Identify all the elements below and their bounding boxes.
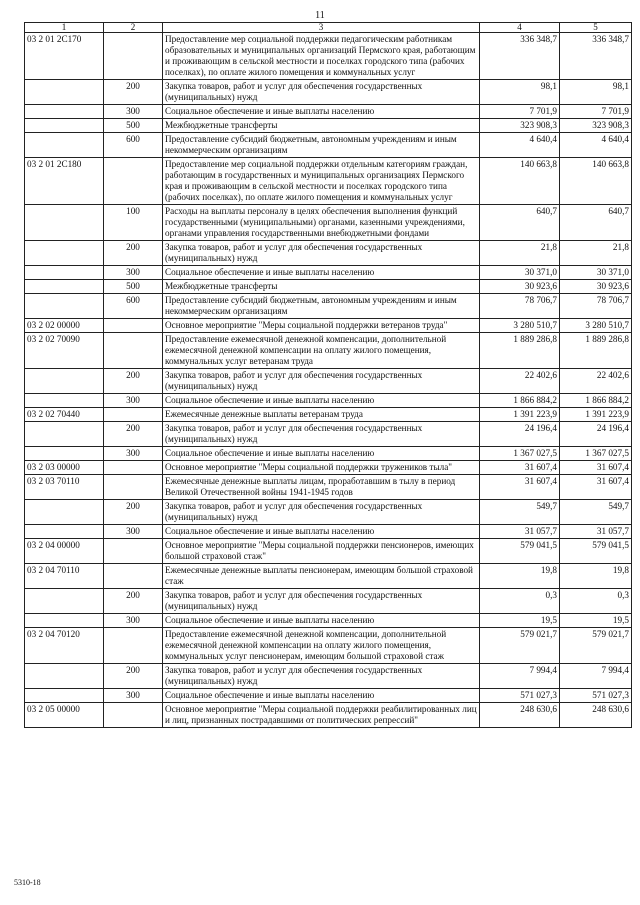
expense-type-cell	[104, 564, 163, 589]
item-name-cell: Предоставление ежемесячной денежной компенсации, дополнительной ежемесячной денежной компенсации на оплату жилого помещения, коммунальных услуг пенсионерам, имеющим большой страховой стаж	[163, 628, 480, 664]
target-code-cell: 03 2 01 2С180	[25, 158, 104, 205]
amount-cell-2: 24 196,4	[560, 422, 632, 447]
table-row	[25, 408, 632, 422]
expense-type-cell: 500	[104, 119, 163, 133]
amount-cell-1: 31 057,7	[480, 525, 560, 539]
item-name-cell: Закупка товаров, работ и услуг для обеспечения государственных (муниципальных) нужд	[163, 369, 480, 394]
target-code-cell: 03 2 02 70440	[25, 408, 104, 422]
expense-type-cell	[104, 539, 163, 564]
amount-cell-2: 1 391 223,9	[560, 408, 632, 422]
target-code-cell	[25, 241, 104, 266]
item-name-cell: Социальное обеспечение и иные выплаты населению	[163, 614, 480, 628]
target-code-cell	[25, 119, 104, 133]
amount-cell-1: 78 706,7	[480, 294, 560, 319]
expense-type-cell	[104, 319, 163, 333]
page-number: 11	[315, 10, 325, 21]
item-name-cell: Закупка товаров, работ и услуг для обеспечения государственных (муниципальных) нужд	[163, 80, 480, 105]
amount-cell-1: 140 663,8	[480, 158, 560, 205]
amount-cell-2: 579 041,5	[560, 539, 632, 564]
amount-cell-2: 549,7	[560, 500, 632, 525]
target-code-cell: 03 2 04 00000	[25, 539, 104, 564]
expense-type-cell	[104, 703, 163, 728]
amount-cell-2: 571 027,3	[560, 689, 632, 703]
table-row	[25, 105, 632, 119]
amount-cell-2: 640,7	[560, 205, 632, 241]
expense-type-cell	[104, 475, 163, 500]
target-code-cell: 03 2 04 70110	[25, 564, 104, 589]
amount-cell-2: 98,1	[560, 80, 632, 105]
table-row	[25, 564, 632, 589]
item-name-cell: Ежемесячные денежные выплаты пенсионерам, имеющим большой страховой стаж	[163, 564, 480, 589]
amount-cell-1: 0,3	[480, 589, 560, 614]
item-name-cell: Социальное обеспечение и иные выплаты населению	[163, 105, 480, 119]
amount-cell-1: 22 402,6	[480, 369, 560, 394]
expense-type-cell: 600	[104, 294, 163, 319]
expense-type-cell	[104, 461, 163, 475]
amount-cell-2: 22 402,6	[560, 369, 632, 394]
item-name-cell: Предоставление субсидий бюджетным, автономным учреждениям и иным некоммерческим организациям	[163, 294, 480, 319]
amount-cell-2: 4 640,4	[560, 133, 632, 158]
amount-cell-1: 1 866 884,2	[480, 394, 560, 408]
amount-cell-1: 1 367 027,5	[480, 447, 560, 461]
expense-type-cell: 100	[104, 205, 163, 241]
amount-cell-2: 30 371,0	[560, 266, 632, 280]
amount-cell-2: 1 889 286,8	[560, 333, 632, 369]
expense-type-cell: 500	[104, 280, 163, 294]
expense-type-cell: 200	[104, 241, 163, 266]
target-code-cell: 03 2 01 2С170	[25, 33, 104, 80]
expense-type-cell	[104, 333, 163, 369]
table-row	[25, 628, 632, 664]
target-code-cell	[25, 689, 104, 703]
amount-cell-2: 21,8	[560, 241, 632, 266]
amount-cell-1: 30 923,6	[480, 280, 560, 294]
amount-cell-2: 30 923,6	[560, 280, 632, 294]
item-name-cell: Социальное обеспечение и иные выплаты населению	[163, 689, 480, 703]
header-col-2: 2	[104, 23, 163, 33]
amount-cell-1: 3 280 510,7	[480, 319, 560, 333]
target-code-cell	[25, 664, 104, 689]
expense-type-cell: 200	[104, 664, 163, 689]
expense-type-cell: 200	[104, 500, 163, 525]
item-name-cell: Основное мероприятие "Меры социальной поддержки пенсионеров, имеющих большой страховой стаж"	[163, 539, 480, 564]
expense-type-cell: 300	[104, 689, 163, 703]
expense-type-cell: 200	[104, 80, 163, 105]
amount-cell-1: 579 021,7	[480, 628, 560, 664]
amount-cell-1: 24 196,4	[480, 422, 560, 447]
expense-type-cell: 300	[104, 525, 163, 539]
header-col-4: 4	[480, 23, 560, 33]
table-row	[25, 319, 632, 333]
amount-cell-1: 571 027,3	[480, 689, 560, 703]
table-row	[25, 589, 632, 614]
expense-type-cell: 300	[104, 105, 163, 119]
amount-cell-1: 98,1	[480, 80, 560, 105]
item-name-cell: Закупка товаров, работ и услуг для обеспечения государственных (муниципальных) нужд	[163, 422, 480, 447]
target-code-cell: 03 2 05 00000	[25, 703, 104, 728]
target-code-cell	[25, 294, 104, 319]
expense-type-cell	[104, 408, 163, 422]
amount-cell-2: 31 057,7	[560, 525, 632, 539]
target-code-cell	[25, 447, 104, 461]
expense-type-cell: 300	[104, 447, 163, 461]
amount-cell-2: 78 706,7	[560, 294, 632, 319]
table-row	[25, 422, 632, 447]
target-code-cell	[25, 614, 104, 628]
item-name-cell: Закупка товаров, работ и услуг для обеспечения государственных (муниципальных) нужд	[163, 500, 480, 525]
amount-cell-2: 1 367 027,5	[560, 447, 632, 461]
item-name-cell: Ежемесячные денежные выплаты ветеранам труда	[163, 408, 480, 422]
amount-cell-1: 1 391 223,9	[480, 408, 560, 422]
amount-cell-2: 3 280 510,7	[560, 319, 632, 333]
item-name-cell: Социальное обеспечение и иные выплаты населению	[163, 447, 480, 461]
table-row	[25, 394, 632, 408]
item-name-cell: Предоставление мер социальной поддержки педагогическим работникам образовательных и муниципальных организаций Пермского края, работающим и проживающим в сельской местности и поселках городского типа (рабочих поселках), по оплате жилого помещения и коммунальных услуг	[163, 33, 480, 80]
target-code-cell	[25, 205, 104, 241]
item-name-cell: Закупка товаров, работ и услуг для обеспечения государственных (муниципальных) нужд	[163, 664, 480, 689]
table-row	[25, 119, 632, 133]
table-row	[25, 133, 632, 158]
table-row	[25, 539, 632, 564]
table-row	[25, 461, 632, 475]
amount-cell-2: 31 607,4	[560, 461, 632, 475]
budget-table	[24, 22, 632, 728]
target-code-cell	[25, 500, 104, 525]
target-code-cell	[25, 133, 104, 158]
target-code-cell: 03 2 02 00000	[25, 319, 104, 333]
header-col-3: 3	[163, 23, 480, 33]
table-row	[25, 500, 632, 525]
footer-code: 5310-18	[14, 878, 41, 887]
expense-type-cell: 300	[104, 614, 163, 628]
item-name-cell: Предоставление ежемесячной денежной компенсации, дополнительной ежемесячной денежной компенсации на оплату жилого помещения, коммунальных услуг ветеранам труда	[163, 333, 480, 369]
expense-type-cell: 200	[104, 369, 163, 394]
header-col-5: 5	[560, 23, 632, 33]
target-code-cell	[25, 80, 104, 105]
table-row	[25, 475, 632, 500]
amount-cell-2: 0,3	[560, 589, 632, 614]
table-row	[25, 266, 632, 280]
expense-type-cell: 300	[104, 266, 163, 280]
expense-type-cell: 200	[104, 422, 163, 447]
expense-type-cell: 300	[104, 394, 163, 408]
target-code-cell: 03 2 03 00000	[25, 461, 104, 475]
amount-cell-2: 248 630,6	[560, 703, 632, 728]
amount-cell-1: 248 630,6	[480, 703, 560, 728]
item-name-cell: Социальное обеспечение и иные выплаты населению	[163, 266, 480, 280]
amount-cell-1: 30 371,0	[480, 266, 560, 280]
item-name-cell: Закупка товаров, работ и услуг для обеспечения государственных (муниципальных) нужд	[163, 589, 480, 614]
header-row	[25, 23, 632, 33]
amount-cell-2: 336 348,7	[560, 33, 632, 80]
target-code-cell: 03 2 04 70120	[25, 628, 104, 664]
table-row	[25, 447, 632, 461]
table-row	[25, 333, 632, 369]
item-name-cell: Основное мероприятие "Меры социальной поддержки реабилитированных лиц и лиц, признанных пострадавшими от политических репрессий"	[163, 703, 480, 728]
amount-cell-1: 7 994,4	[480, 664, 560, 689]
item-name-cell: Основное мероприятие "Меры социальной поддержки тружеников тыла"	[163, 461, 480, 475]
target-code-cell: 03 2 02 70090	[25, 333, 104, 369]
amount-cell-2: 323 908,3	[560, 119, 632, 133]
target-code-cell	[25, 589, 104, 614]
amount-cell-1: 640,7	[480, 205, 560, 241]
target-code-cell	[25, 280, 104, 294]
table-row	[25, 703, 632, 728]
table-row	[25, 369, 632, 394]
amount-cell-1: 31 607,4	[480, 475, 560, 500]
table-row	[25, 294, 632, 319]
amount-cell-1: 19,8	[480, 564, 560, 589]
amount-cell-2: 7 994,4	[560, 664, 632, 689]
table-row	[25, 664, 632, 689]
table-row	[25, 158, 632, 205]
table-row	[25, 689, 632, 703]
target-code-cell	[25, 525, 104, 539]
amount-cell-1: 21,8	[480, 241, 560, 266]
item-name-cell: Закупка товаров, работ и услуг для обеспечения государственных (муниципальных) нужд	[163, 241, 480, 266]
item-name-cell: Межбюджетные трансферты	[163, 280, 480, 294]
item-name-cell: Расходы на выплаты персоналу в целях обеспечения выполнения функций государственными (муниципальными) органами, казенными учреждениями, органами управления государственными внебюджетными фондами	[163, 205, 480, 241]
expense-type-cell	[104, 33, 163, 80]
table-row	[25, 205, 632, 241]
amount-cell-2: 579 021,7	[560, 628, 632, 664]
expense-type-cell: 600	[104, 133, 163, 158]
amount-cell-1: 31 607,4	[480, 461, 560, 475]
target-code-cell	[25, 266, 104, 280]
item-name-cell: Предоставление субсидий бюджетным, автономным учреждениям и иным некоммерческим организациям	[163, 133, 480, 158]
item-name-cell: Ежемесячные денежные выплаты лицам, проработавшим в тылу в период Великой Отечественной войны 1941-1945 годов	[163, 475, 480, 500]
amount-cell-1: 4 640,4	[480, 133, 560, 158]
target-code-cell	[25, 422, 104, 447]
table-row	[25, 525, 632, 539]
header-col-1: 1	[25, 23, 104, 33]
amount-cell-1: 579 041,5	[480, 539, 560, 564]
amount-cell-1: 19,5	[480, 614, 560, 628]
expense-type-cell: 200	[104, 589, 163, 614]
table-row	[25, 241, 632, 266]
amount-cell-1: 336 348,7	[480, 33, 560, 80]
table-row	[25, 33, 632, 80]
amount-cell-2: 7 701,9	[560, 105, 632, 119]
table-row	[25, 280, 632, 294]
target-code-cell: 03 2 03 70110	[25, 475, 104, 500]
expense-type-cell	[104, 628, 163, 664]
amount-cell-2: 1 866 884,2	[560, 394, 632, 408]
table-row	[25, 80, 632, 105]
item-name-cell: Межбюджетные трансферты	[163, 119, 480, 133]
table-row	[25, 614, 632, 628]
amount-cell-1: 7 701,9	[480, 105, 560, 119]
target-code-cell	[25, 394, 104, 408]
target-code-cell	[25, 369, 104, 394]
amount-cell-2: 19,8	[560, 564, 632, 589]
item-name-cell: Социальное обеспечение и иные выплаты населению	[163, 394, 480, 408]
amount-cell-1: 549,7	[480, 500, 560, 525]
amount-cell-2: 19,5	[560, 614, 632, 628]
amount-cell-2: 140 663,8	[560, 158, 632, 205]
item-name-cell: Социальное обеспечение и иные выплаты населению	[163, 525, 480, 539]
target-code-cell	[25, 105, 104, 119]
amount-cell-1: 1 889 286,8	[480, 333, 560, 369]
item-name-cell: Основное мероприятие "Меры социальной поддержки ветеранов труда"	[163, 319, 480, 333]
expense-type-cell	[104, 158, 163, 205]
amount-cell-1: 323 908,3	[480, 119, 560, 133]
item-name-cell: Предоставление мер социальной поддержки отдельным категориям граждан, работающим в государственных и муниципальных организациях Пермского края и проживающим в сельской местности и поселках городского типа (рабочих поселках), по оплате жилого помещения и коммунальных услуг	[163, 158, 480, 205]
amount-cell-2: 31 607,4	[560, 475, 632, 500]
